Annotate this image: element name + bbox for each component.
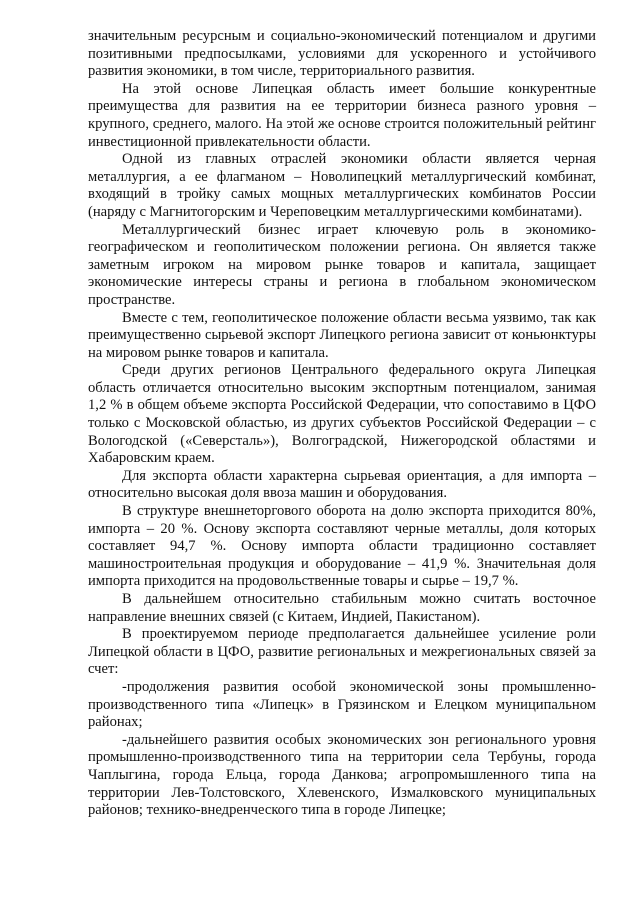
paragraph-8: В структуре внешнеторгового оборота на долю экспорта приходится 80%, импорта – 20 %. Основу экспорта составляют черные металлы, доля которых составляет 94,7 %. Основу импорта области традиционно составляет машиностроительная продукция и оборудование – 41,9 %. Значительная доля импорта приходится на продовольственные товары и сырье – 19,7 %. [88, 503, 596, 590]
document-page [88, 28, 596, 820]
paragraph-2: На этой основе Липецкая область имеет большие конкурентные преимущества для развития на ее территории бизнеса разного уровня – крупного, среднего, малого. На этой же основе строится положительный рейтинг инвестиционной привлекательности области. [88, 80, 596, 150]
paragraph-3: Одной из главных отраслей экономики области является черная металлургия, а ее флагманом – Новолипецкий металлургический комбинат, входящий в тройку самых мощных металлургических комбинатов России (наряду с Магнитогорским и Череповецким металлургическими комбинатами). [88, 151, 596, 220]
paragraph-10: В проектируемом периоде предполагается дальнейшее усиление роли Липецкой области в ЦФО, развитие региональных и межрегиональных связей за счет: [88, 626, 596, 678]
list-item-1: -продолжения развития особой экономической зоны промышленно-производственного типа «Липецк» в Грязинском и Елецком муниципальном районах; [88, 678, 596, 731]
paragraph-6: Среди других регионов Центрального федерального округа Липецкая область отличается относительно высоким экспортным потенциалом, занимая 1,2 % в общем объеме экспорта Российской Федерации, что сопоставимо в ЦФО только с Московской областью, из других субъектов Российской Федерации – с Вологодской («Северсталь»), Волгоградской, Нижегородской областями и Хабаровским краем. [88, 362, 596, 467]
paragraph-7: Для экспорта области характерна сырьевая ориентация, а для импорта – относительно высокая доля ввоза машин и оборудования. [88, 467, 596, 502]
paragraph-9: В дальнейшем относительно стабильным можно считать восточное направление внешних связей (с Китаем, Индией, Пакистаном). [88, 591, 596, 625]
paragraph-4: Металлургический бизнес играет ключевую роль в экономико-географическом и геополитическом положении региона. Он является также заметным игроком на мировом рынке товаров и капитала, защищает экономические интересы страны и региона в глобальном экономическом пространстве. [88, 221, 596, 308]
paragraph-1: значительным ресурсным и социально-экономический потенциалом и другими позитивными предпосылками, условиями для ускоренного и устойчивого развития экономики, в том числе, территориального развития. [88, 28, 596, 80]
list-item-2: -дальнейшего развития особых экономических зон регионального уровня промышленно-производственного типа на территории села Тербуны, города Чаплыгина, города Ельца, города Данкова; агропромышленного типа на территории Лев-Толстовского, Хлевенского, Измалковского муниципальных районов; технико-внедренческого типа в городе Липецке; [88, 731, 596, 819]
paragraph-5: Вместе с тем, геополитическое положение области весьма уязвимо, так как преимущественно сырьевой экспорт Липецкого региона зависит от коньюнктуры на мировом рынке товаров и капитала. [88, 309, 596, 361]
